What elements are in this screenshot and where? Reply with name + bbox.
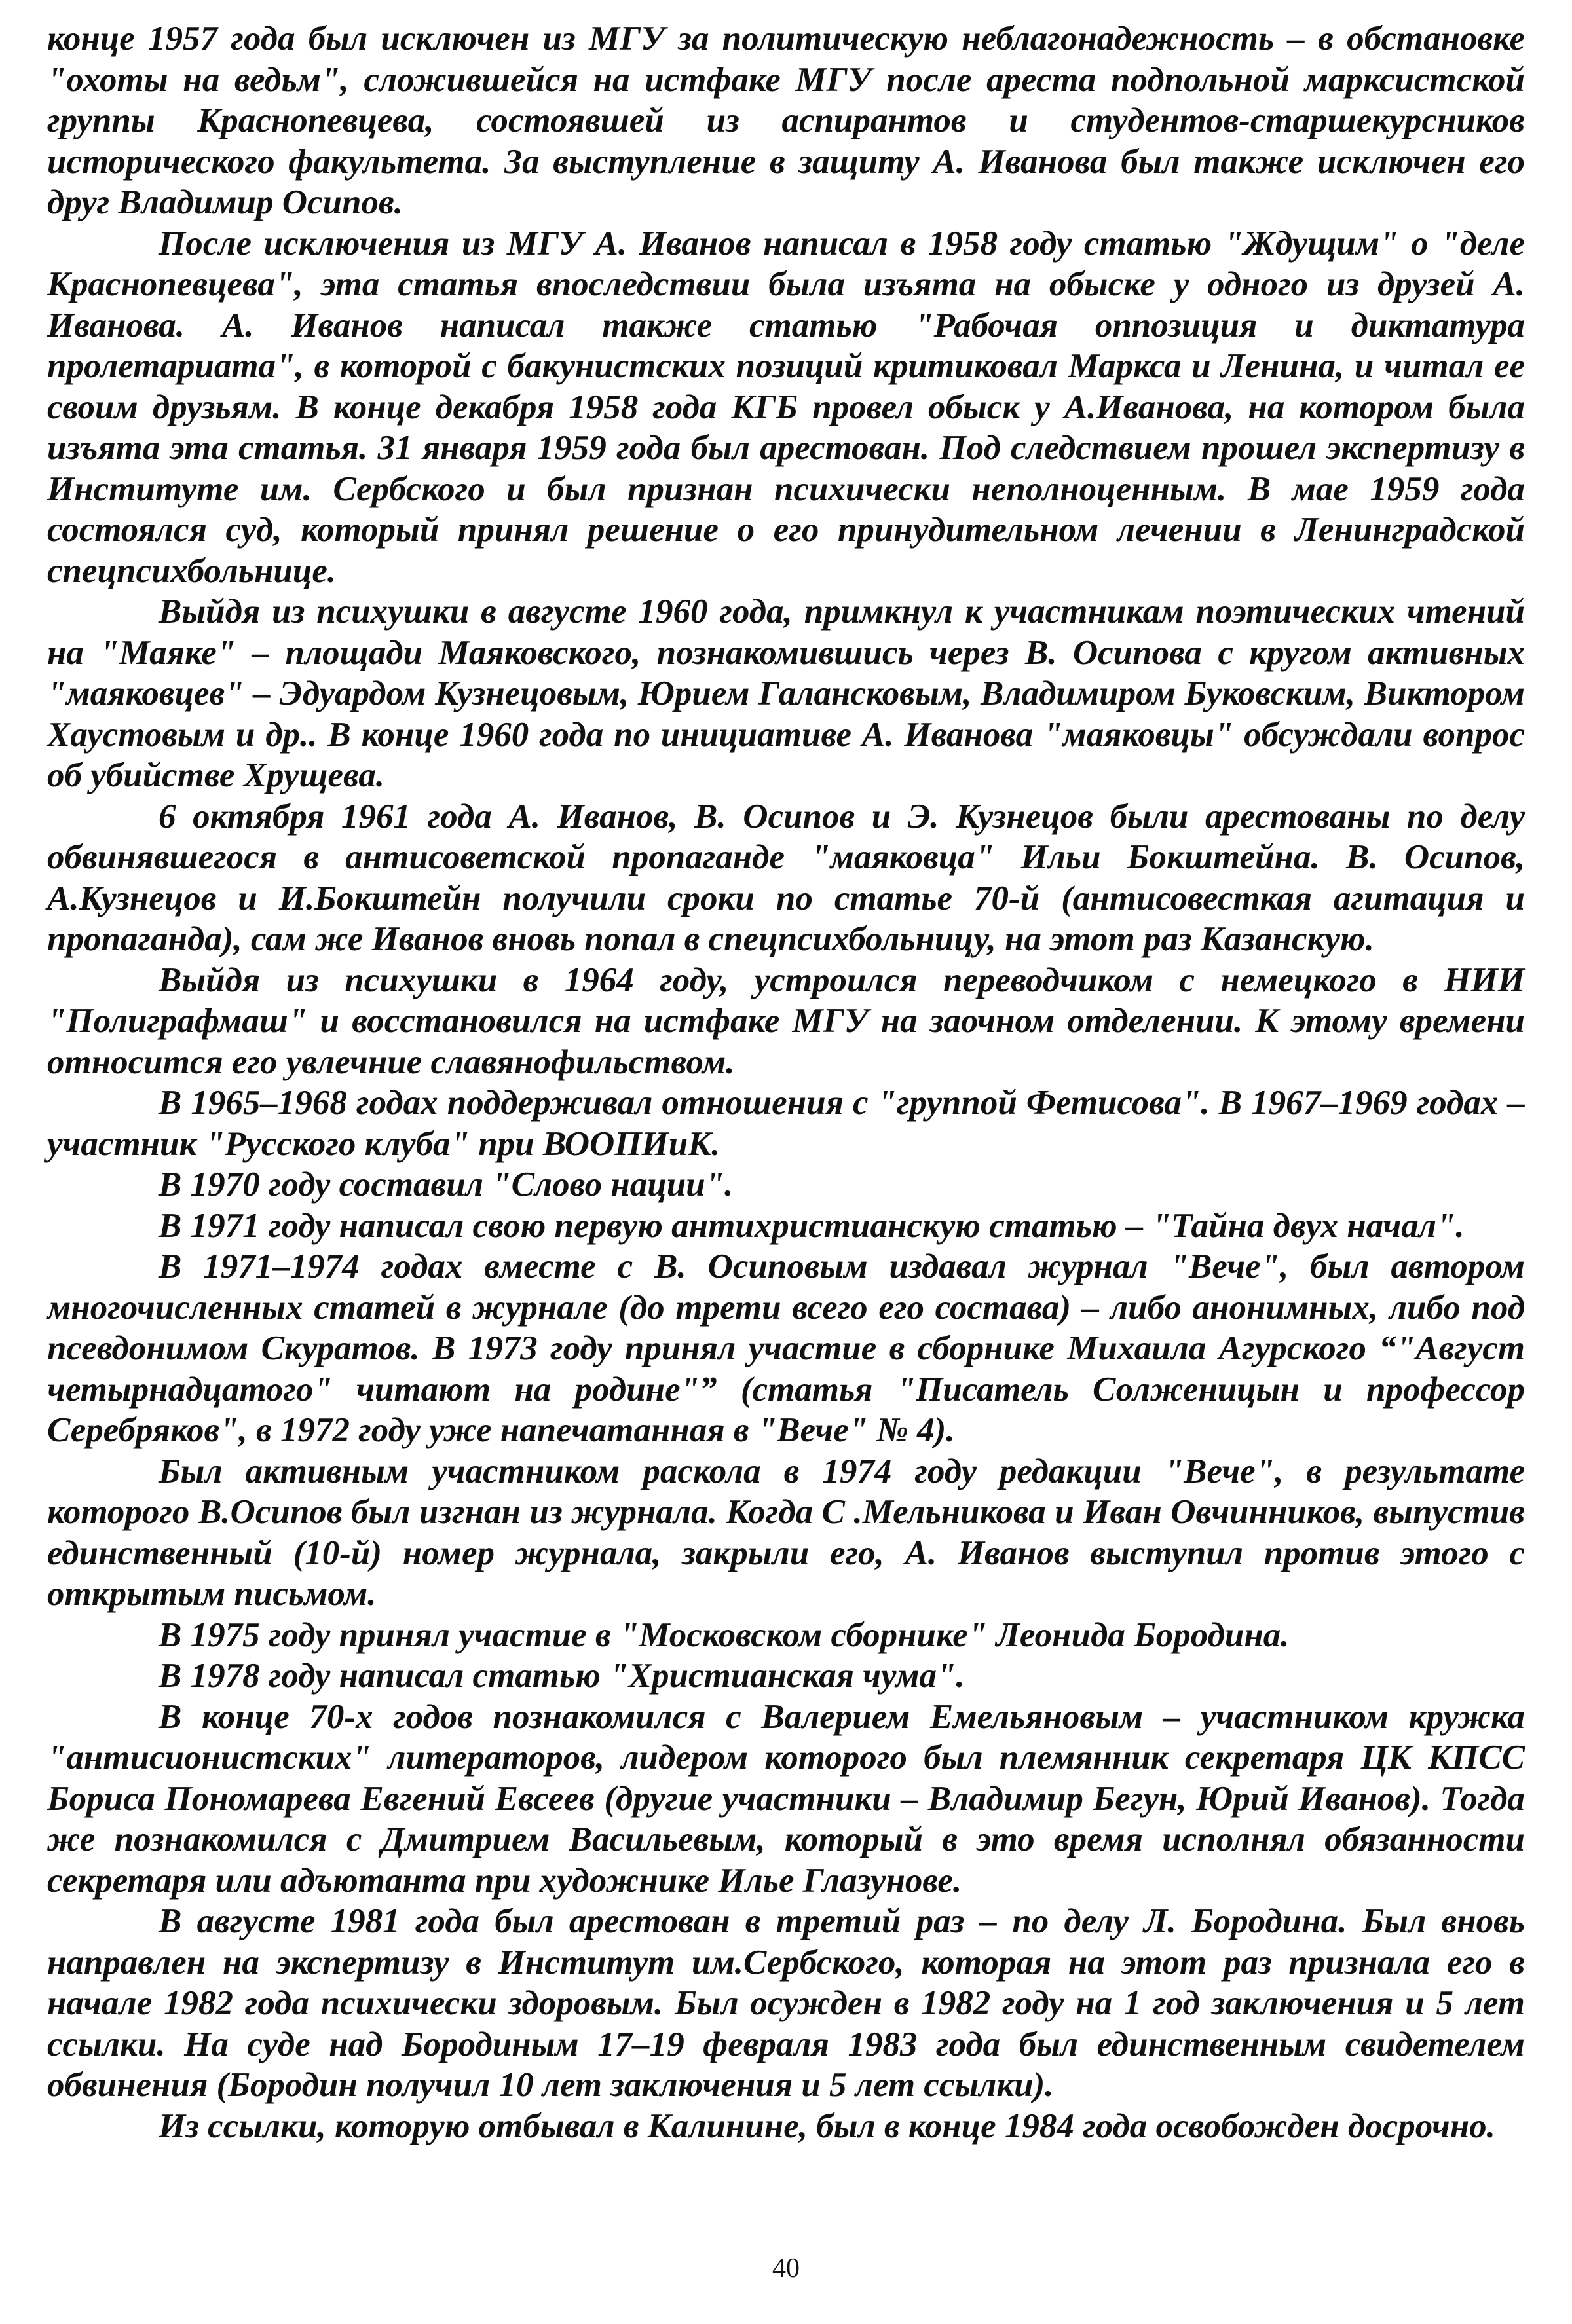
paragraph-8: В 1971 году написал свою первую антихристианскую статью – "Тайна двух начал". [159, 1206, 1465, 1245]
paragraph-12: В 1978 году написал статью "Христианская чума". [159, 1657, 965, 1695]
paragraph-13: В конце 70-х годов познакомился с Валерием Емельяновым – участником кружка "антисионистских" литераторов, лидером которого был племянник секретаря ЦК КПСС Бориса Пономарева Евгений Евсеев (другие участники – Владимир Бегун, Юрий Иванов). Тогда же познакомился с Дмитрием Васильевым, который в это время исполнял обязанности секретаря или адъютанта при художнике Илье Глазунове. [47, 1697, 1525, 1900]
paragraph-2: После исключения из МГУ А. Иванов написал в 1958 году статью "Ждущим" о "деле Краснопевцева", эта статья впоследствии была изъята на обыске у одного из друзей А. Иванова. А. Иванов написал также статью "Рабочая оппозиция и диктатура пролетариата", в которой с бакунистских позиций критиковал Маркса и Ленина, и читал ее своим друзьям. В конце декабря 1958 года КГБ провел обыск у А.Иванова, на котором была изъята эта статья. 31 января 1959 года был арестован. Под следствием прошел экспертизу в Институте им. Сербского и был признан психически неполноценным. В мае 1959 года состоялся суд, который принял решение о его принудительном лечении в Ленинградской спецпсихбольнице. [47, 224, 1525, 590]
paragraph-1: конце 1957 года был исключен из МГУ за политическую неблагонадежность – в обстановке "охоты на ведьм", сложившейся на истфаке МГУ после ареста подпольной марксистской группы Краснопевцева, состоявшей из аспирантов и студентов-старшекурсников исторического факультета. За выступление в защиту А. Иванова был также исключен его друг Владимир Осипов. [47, 20, 1525, 221]
paragraph-11: В 1975 году принял участие в "Московском сборнике" Леонида Бородина. [159, 1615, 1290, 1654]
document-body [47, 18, 1525, 2147]
paragraph-15: Из ссылки, которую отбывал в Калинине, был в конце 1984 года освобожден досрочно. [159, 2107, 1495, 2145]
paragraph-10: Был активным участником раскола в 1974 году редакции "Вече", в результате которого В.Осипов был изгнан из журнала. Когда С .Мельникова и Иван Овчинников, выпустив единственный (10-й) номер журнала, закрыли его, А. Иванов выступил против этого с открытым письмом. [47, 1452, 1525, 1613]
paragraph-5: Выйдя из психушки в 1964 году, устроился переводчиком с немецкого в НИИ "Полиграфмаш" и восстановился на истфаке МГУ на заочном отделении. К этому времени относится его увлечние славянофильством. [47, 961, 1525, 1081]
paragraph-7: В 1970 году составил "Слово нации". [159, 1166, 734, 1204]
paragraph-4: 6 октября 1961 года А. Иванов, В. Осипов и Э. Кузнецов были арестованы по делу обвинявшегося в антисоветской пропаганде "маяковца" Ильи Бокштейна. В. Осипов, А.Кузнецов и И.Бокштейн получили сроки по статье 70-й (антисовесткая агитация и пропаганда), сам же Иванов вновь попал в спецпсихбольницу, на этот раз Казанскую. [47, 797, 1525, 958]
page-number: 40 [772, 2253, 800, 2283]
paragraph-14: В августе 1981 года был арестован в третий раз – по делу Л. Бородина. Был вновь направлен на экспертизу в Институт им.Сербского, которая на этот раз признала его в начале 1982 года психически здоровым. Был осужден в 1982 году на 1 год заключения и 5 лет ссылки. На суде над Бородиным 17–19 февраля 1983 года был единственным свидетелем обвинения (Бородин получил 10 лет заключения и 5 лет ссылки). [47, 1902, 1525, 2104]
paragraph-3: Выйдя из психушки в августе 1960 года, примкнул к участникам поэтических чтений на "Маяке" – площади Маяковского, познакомившись через В. Осипова с кругом активных "маяковцев" – Эдуардом Кузнецовым, Юрием Галансковым, Владимиром Буковским, Виктором Хаустовым и др.. В конце 1960 года по инициативе А. Иванова "маяковцы" обсуждали вопрос об убийстве Хрущева. [47, 593, 1525, 794]
paragraph-6: В 1965–1968 годах поддерживал отношения с "группой Фетисова". В 1967–1969 годах – участник "Русского клуба" при ВООПИиК. [47, 1084, 1525, 1163]
paragraph-9: В 1971–1974 годах вместе с В. Осиповым издавал журнал "Вече", был автором многочисленных статей в журнале (до трети всего его состава) – либо анонимных, либо под псевдонимом Скуратов. В 1973 году принял участие в сборнике Михаила Агурского “"Август четырнадцатого" читают на родине"” (статья "Писатель Солженицын и профессор Серебряков", в 1972 году уже напечатанная в "Вече" № 4). [47, 1247, 1525, 1449]
